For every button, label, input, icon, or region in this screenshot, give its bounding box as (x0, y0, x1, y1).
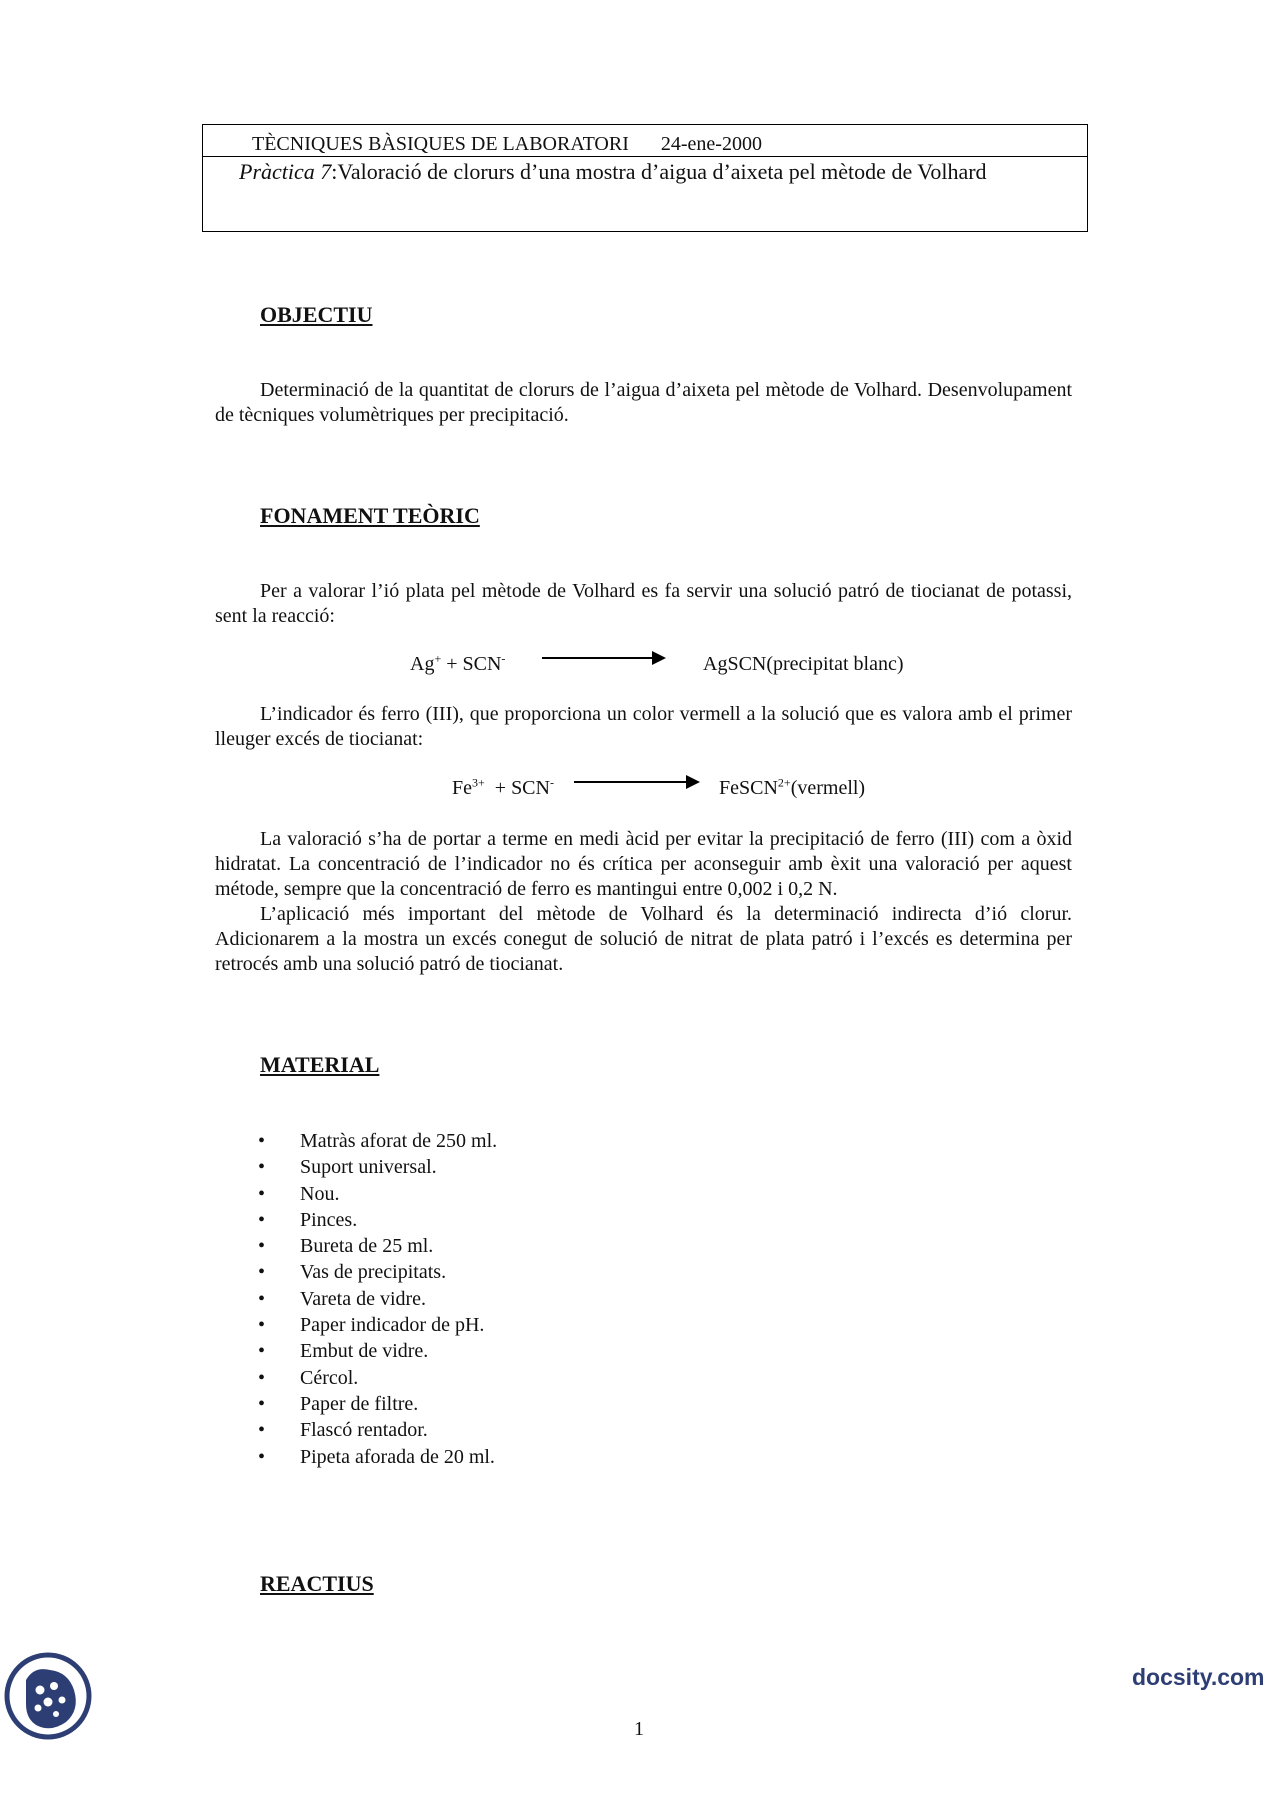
material-item-label: Cércol. (300, 1366, 359, 1389)
material-item (258, 1259, 497, 1285)
document-header (202, 124, 1088, 232)
header-course-line (252, 133, 762, 156)
equation-2-product (719, 777, 865, 800)
eq2-plus: + (484, 777, 512, 799)
material-item (258, 1417, 497, 1443)
material-item (258, 1444, 497, 1470)
material-item-label: Nou. (300, 1182, 340, 1205)
eq2-product-note: (vermell) (790, 777, 866, 799)
header-date: 24-ene-2000 (660, 133, 762, 155)
material-heading: MATERIAL (260, 1052, 380, 1077)
bullet-icon: • (258, 1156, 266, 1179)
course-title: TÈCNIQUES BÀSIQUES DE LABORATORI (252, 133, 629, 155)
eq1-silver: Ag (410, 653, 435, 675)
material-item-label: Pinces. (300, 1208, 358, 1231)
material-item-label: Bureta de 25 ml. (300, 1235, 434, 1258)
eq1-silver-charge: + (434, 651, 442, 666)
material-item (258, 1207, 497, 1233)
material-item-label: Suport universal. (300, 1156, 437, 1179)
material-item-label: Flascó rentador. (300, 1419, 428, 1442)
material-item-label: Embut de vidre. (300, 1340, 429, 1363)
material-item (258, 1365, 497, 1391)
eq1-plus: + (441, 653, 463, 675)
bullet-icon: • (258, 1366, 266, 1389)
equation-1-arrow (542, 657, 664, 659)
theory-paragraph-4: L’aplicació més important del mètode de Volhard és la determinació indirecta d’ió clorur. Adicionarem a la mostra un excés conegut de solució de nitrat de plata patró i l’excés es determina per retrocés amb una solució patró de tiocianat. (215, 903, 1072, 975)
docsity-logo-icon[interactable] (4, 1652, 92, 1740)
material-item-label: Paper indicador de pH. (300, 1314, 485, 1337)
page-number: 1 (634, 1718, 644, 1740)
material-item (258, 1391, 497, 1417)
eq2-product-charge: 2+ (777, 775, 791, 790)
material-item (258, 1312, 497, 1338)
material-item-label: Vareta de vidre. (300, 1287, 427, 1310)
material-item-label: Paper de filtre. (300, 1392, 419, 1415)
material-list (258, 1128, 497, 1470)
material-item-label: Pipeta aforada de 20 ml. (300, 1445, 495, 1468)
material-item-label: Vas de precipitats. (300, 1261, 447, 1284)
header-divider (203, 156, 1087, 157)
bullet-icon: • (258, 1261, 266, 1284)
theory-heading: FONAMENT TEÒRIC (260, 503, 480, 528)
theory-paragraph-2: L’indicador és ferro (III), que proporciona un color vermell a la solució que es valora amb el primer lleuger excés de tiocianat: (215, 703, 1072, 750)
material-item (258, 1286, 497, 1312)
bullet-icon: • (258, 1287, 266, 1310)
material-item (258, 1128, 497, 1154)
objective-text: Determinació de la quantitat de clorurs de l’aigua d’aixeta pel mètode de Volhard. Desenvolupament de tècniques volumètriques per precipitació. (215, 379, 1072, 426)
bullet-icon: • (258, 1235, 266, 1258)
equation-2-reactants (452, 777, 554, 800)
practice-label: Pràctica 7 (239, 159, 332, 184)
theory-paragraph-3: La valoració s’ha de portar a terme en medi àcid per evitar la precipitació de ferro (III) com a òxid hidratat. La concentració de l’indicador no és crítica per aconseguir amb èxit una valoració per aquest métode, sempre que la concentració de ferro es mantingui entre 0,002 i 0,2 N. (215, 828, 1072, 900)
material-item (258, 1154, 497, 1180)
objective-heading: OBJECTIU (260, 302, 373, 327)
bullet-icon: • (258, 1419, 266, 1442)
bullet-icon: • (258, 1445, 266, 1468)
material-item (258, 1181, 497, 1207)
eq2-iron: Fe (452, 777, 472, 799)
eq1-thiocyanate-charge: - (501, 651, 506, 666)
eq1-thiocyanate: SCN (462, 653, 502, 675)
eq2-product: FeSCN (719, 777, 778, 799)
eq2-thiocyanate: SCN (511, 777, 550, 799)
material-item (258, 1233, 497, 1259)
bullet-icon: • (258, 1314, 266, 1337)
eq2-iron-charge: 3+ (472, 775, 485, 790)
bullet-icon: • (258, 1392, 266, 1415)
reagents-heading: REACTIUS (260, 1571, 374, 1596)
practice-title-line (239, 159, 987, 185)
equation-1-product: AgSCN(precipitat blanc) (703, 653, 904, 675)
material-item (258, 1338, 497, 1364)
bullet-icon: • (258, 1182, 266, 1205)
equation-2-arrow (574, 781, 698, 783)
practice-title: :Valoració de clorurs d’una mostra d’aigua d’aixeta pel mètode de Volhard (331, 159, 987, 184)
equation-1-reactants (410, 653, 505, 676)
bullet-icon: • (258, 1130, 266, 1152)
bullet-icon: • (258, 1208, 266, 1231)
eq2-thiocyanate-charge: - (549, 775, 554, 790)
bullet-icon: • (258, 1340, 266, 1363)
theory-paragraph-1: Per a valorar l’ió plata pel mètode de Volhard es fa servir una solució patró de tiocianat de potassi, sent la reacció: (215, 580, 1072, 627)
material-item-label: Matràs aforat de 250 ml. (300, 1130, 498, 1152)
docsity-brand[interactable]: docsity.com (1132, 1664, 1265, 1690)
